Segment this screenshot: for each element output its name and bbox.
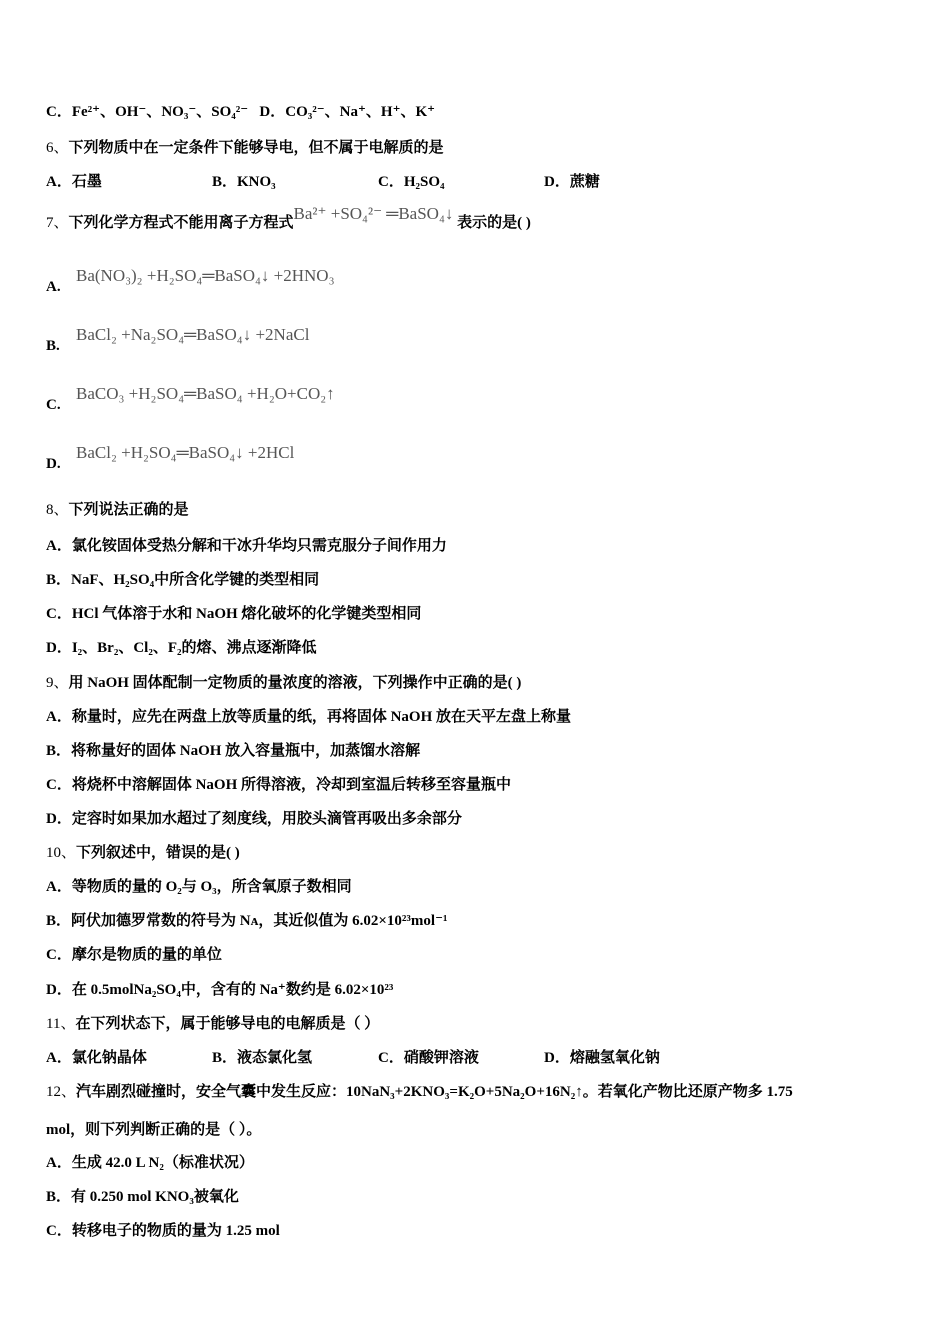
q12-option-c: C．转移电子的物质的量为 1.25 mol [46,1223,280,1239]
q9-option-a: A．称量时，应先在两盘上放等质量的纸，再将固体 NaOH 放在天平左盘上称量 [46,709,572,725]
q10-stem [46,843,240,863]
question-number: 12、 [46,1084,77,1100]
option-a: A．石墨 [46,174,102,190]
option-label: B. [46,338,60,354]
q9-stem [46,673,521,693]
ionic-equation: Ba²⁺ +SO₄²⁻ ═BaSO₄↓ [293,204,454,223]
q6-stem [46,138,444,158]
q5-option-c: C．Fe²⁺、OH⁻、NO₃⁻、SO₄²⁻ [46,104,249,120]
q7-option-b [46,325,310,354]
q10-option-c: C．摩尔是物质的量的单位 [46,947,222,963]
q10-option-d: D．在 0.5molNa₂SO₄中，含有的 Na⁺数约是 6.02×10²³ [46,982,394,998]
q8-stem [46,500,189,520]
option-b: B．KNO₃ [212,174,276,190]
q11-stem [46,1014,379,1034]
question-number: 6、 [46,140,69,156]
q10-option-b: B．阿伏加德罗常数的符号为 Nᴀ，其近似值为 6.02×10²³mol⁻¹ [46,913,448,929]
question-text: 用 NaOH 固体配制一定物质的量浓度的溶液，下列操作中正确的是( ) [68,675,522,691]
option-d: D．蔗糖 [544,174,600,190]
option-equation: BaCl₂ +H₂SO₄═BaSO₄↓ +2HCl [76,443,295,462]
q12-stem-cont: mol，则下列判断正确的是（ ）。 [46,1122,262,1138]
question-text: 在下列状态下，属于能够导电的电解质是（ ） [75,1016,380,1032]
q5-options [46,102,435,122]
q12-option-a: A．生成 42.0 L N₂（标准状况） [46,1155,254,1171]
q9-option-d: D．定容时如果加水超过了刻度线，用胶头滴管再吸出多余部分 [46,811,462,827]
option-c: C．硝酸钾溶液 [378,1050,479,1066]
q7-option-a [46,266,335,295]
option-c: C．H₂SO₄ [378,174,445,190]
option-label: D. [46,456,61,472]
option-label: C. [46,397,61,413]
q12-stem [46,1082,793,1102]
question-text: 下列化学方程式不能用离子方程式 [68,215,294,231]
q8-option-d: D．I₂、Br₂、Cl₂、F₂的熔、沸点逐渐降低 [46,640,317,656]
q6-options [46,172,710,192]
q8-option-c: C．HCl 气体溶于水和 NaOH 熔化破坏的化学键类型相同 [46,606,422,622]
q9-option-c: C．将烧杯中溶解固体 NaOH 所得溶液，冷却到室温后转移至容量瓶中 [46,777,512,793]
question-text: 下列叙述中，错误的是( ) [76,845,240,861]
option-b: B．液态氯化氢 [212,1050,313,1066]
question-text-end: 表示的是( ) [457,215,531,231]
q5-option-d: D．CO₃²⁻、Na⁺、H⁺、K⁺ [259,104,436,120]
q8-option-b: B．NaF、H₂SO₄中所含化学键的类型相同 [46,572,320,588]
question-text: 下列说法正确的是 [68,502,189,518]
question-text: 汽车剧烈碰撞时，安全气囊中发生反应：10NaN₃+2KNO₃=K₂O+5Na₂O+16N₂↑。若氧化产物比还原产物多 1.75 [76,1084,793,1100]
q10-option-a: A．等物质的量的 O₂与 O₃，所含氧原子数相同 [46,879,352,895]
question-number: 7、 [46,215,69,231]
option-equation: Ba(NO₃)₂ +H₂SO₄═BaSO₄↓ +2HNO₃ [76,266,335,285]
question-text: 下列物质中在一定条件下能够导电，但不属于电解质的是 [68,140,444,156]
q12-option-b: B．有 0.250 mol KNO₃被氧化 [46,1189,239,1205]
question-number: 8、 [46,502,69,518]
question-number: 10、 [46,845,77,861]
option-equation: BaCO₃ +H₂SO₄═BaSO₄ +H₂O+CO₂↑ [76,384,335,403]
option-equation: BaCl₂ +Na₂SO₄═BaSO₄↓ +2NaCl [76,325,310,344]
q7-stem [46,204,531,233]
option-label: A. [46,279,61,295]
option-a: A．氯化钠晶体 [46,1050,147,1066]
option-d: D．熔融氢氧化钠 [544,1050,660,1066]
q7-option-c [46,384,335,413]
question-number: 11、 [46,1016,76,1032]
q8-option-a: A．氯化铵固体受热分解和干冰升华均只需克服分子间作用力 [46,538,447,554]
q11-options [46,1048,710,1068]
q9-option-b: B．将称量好的固体 NaOH 放入容量瓶中，加蒸馏水溶解 [46,743,421,759]
q7-option-d [46,443,295,472]
question-number: 9、 [46,675,69,691]
